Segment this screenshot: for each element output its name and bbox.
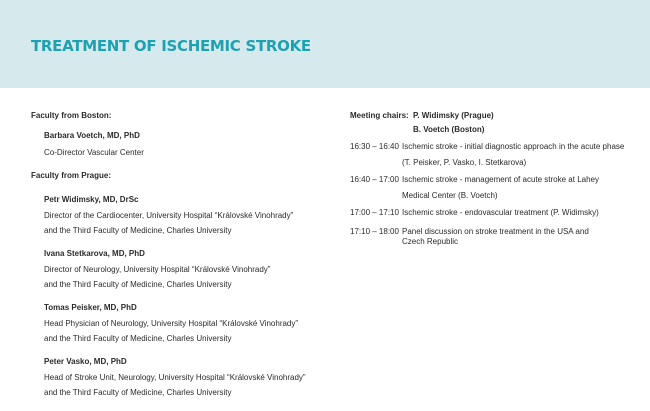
faculty-name: Petr Widimsky, MD, DrSc xyxy=(44,195,139,204)
chair-name: B. Voetch (Boston) xyxy=(413,125,485,134)
boston-heading: Faculty from Boston: xyxy=(31,111,112,120)
page-title: TREATMENT OF ISCHEMIC STROKE xyxy=(31,37,311,55)
faculty-name: Barbara Voetch, MD, PhD xyxy=(44,131,140,140)
faculty-title: Head of Stroke Unit, Neurology, University Hospital “Královské Vinohrady” xyxy=(44,373,306,382)
faculty-affiliation: and the Third Faculty of Medicine, Charles University xyxy=(44,226,232,235)
schedule-topic: Ischemic stroke - endovascular treatment (P. Widimsky) xyxy=(402,208,599,217)
faculty-affiliation: and the Third Faculty of Medicine, Charles University xyxy=(44,388,232,397)
schedule-topic: Ischemic stroke - initial diagnostic approach in the acute phase xyxy=(402,142,625,151)
schedule-time: 17:10 – 18:00 xyxy=(350,227,399,236)
schedule-speakers: Medical Center (B. Voetch) xyxy=(402,191,498,200)
faculty-name: Peter Vasko, MD, PhD xyxy=(44,357,127,366)
faculty-name: Tomas Peisker, MD, PhD xyxy=(44,303,137,312)
faculty-name: Ivana Stetkarova, MD, PhD xyxy=(44,249,145,258)
faculty-title: Co-Director Vascular Center xyxy=(44,148,144,157)
schedule-topic: Ischemic stroke - management of acute stroke at Lahey xyxy=(402,175,599,184)
header-banner xyxy=(0,0,650,88)
chairs-label: Meeting chairs: xyxy=(350,111,409,120)
schedule-time: 16:40 – 17:00 xyxy=(350,175,399,184)
faculty-affiliation: and the Third Faculty of Medicine, Charles University xyxy=(44,280,232,289)
faculty-title: Director of Neurology, University Hospital “Královské Vinohrady” xyxy=(44,265,271,274)
faculty-title: Head Physician of Neurology, University Hospital “Královské Vinohrady” xyxy=(44,319,299,328)
schedule-topic: Panel discussion on stroke treatment in the USA and Czech Republic xyxy=(402,227,589,246)
prague-heading: Faculty from Prague: xyxy=(31,171,112,180)
schedule-time: 16:30 – 16:40 xyxy=(350,142,399,151)
schedule-time: 17:00 – 17:10 xyxy=(350,208,399,217)
chair-name: P. Widimsky (Prague) xyxy=(413,111,494,120)
schedule-speakers: (T. Peisker, P. Vasko, I. Stetkarova) xyxy=(402,158,527,167)
faculty-affiliation: and the Third Faculty of Medicine, Charles University xyxy=(44,334,232,343)
faculty-title: Director of the Cardiocenter, University Hospital “Královské Vinohrady” xyxy=(44,211,294,220)
